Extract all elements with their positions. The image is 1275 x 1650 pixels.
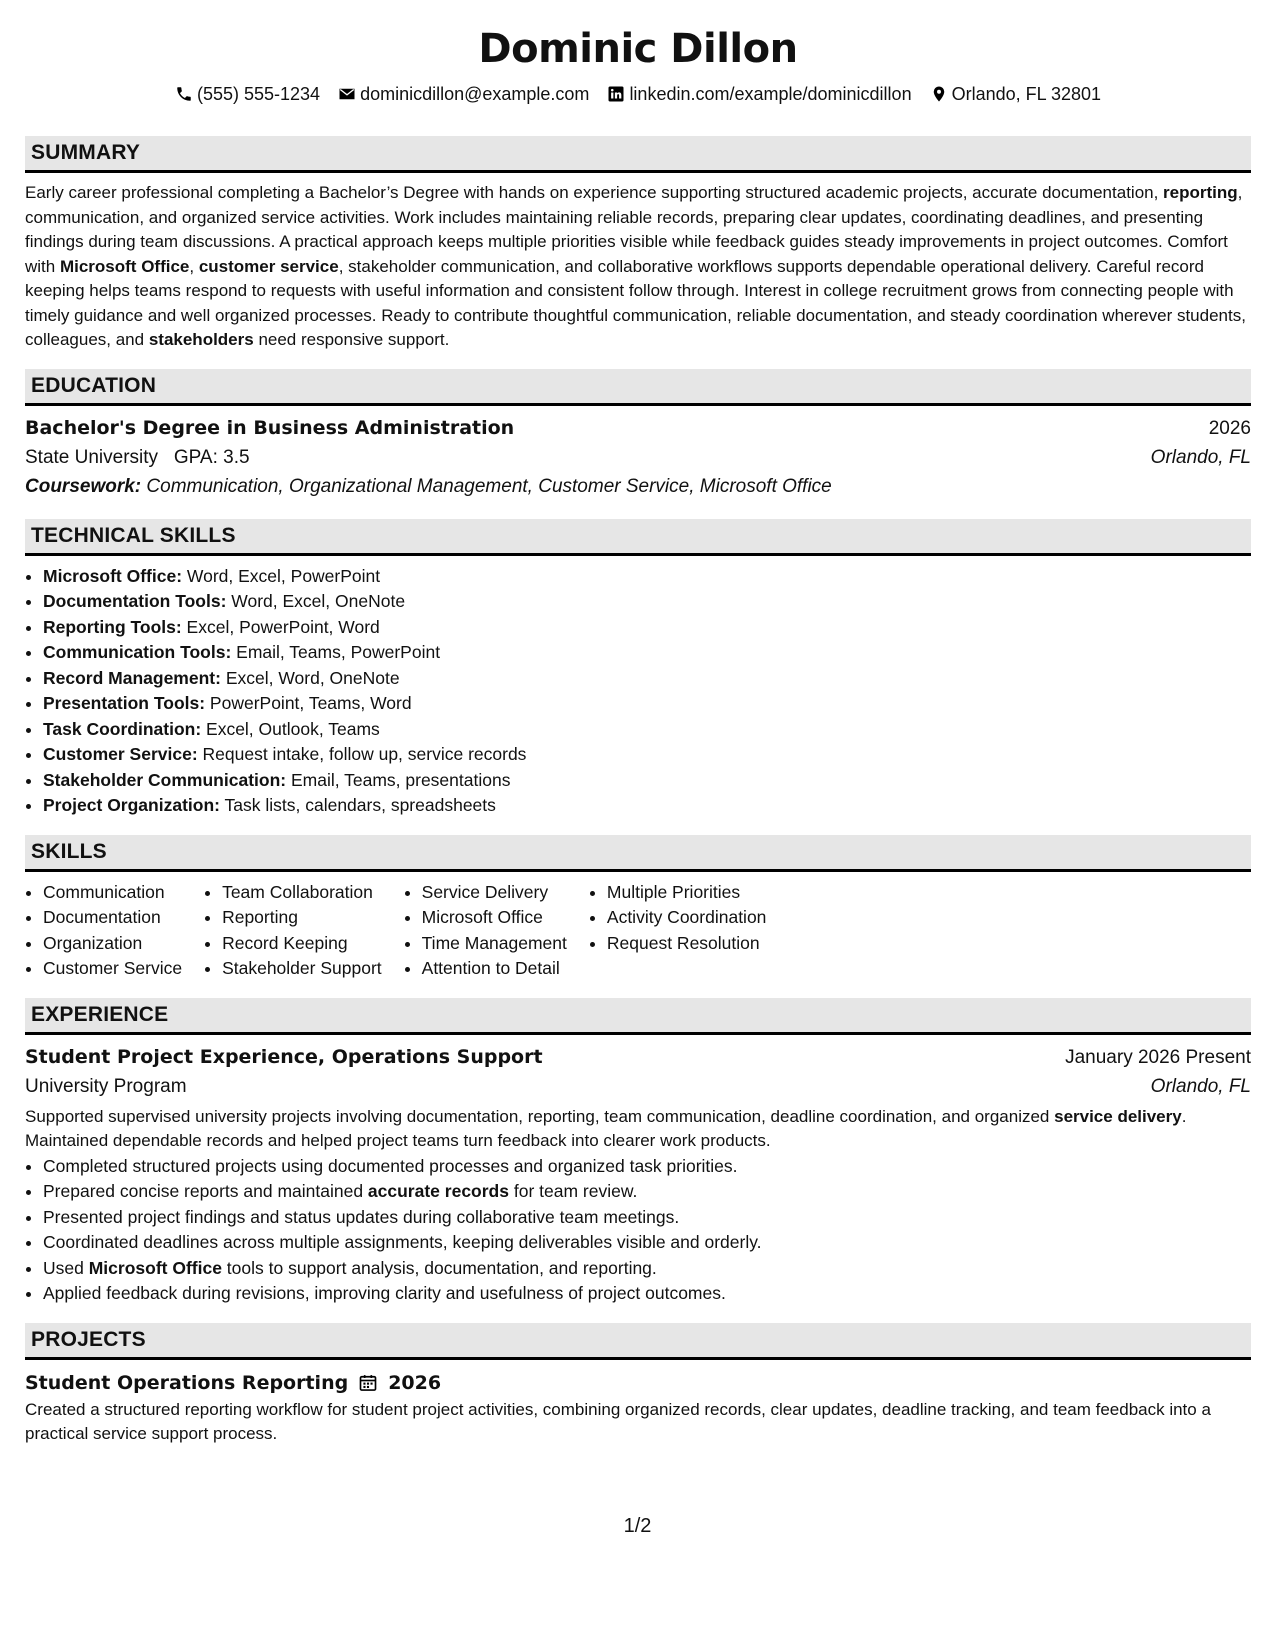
technical-skill-value: Email, Teams, PowerPoint — [231, 642, 441, 662]
technical-skill-value: Email, Teams, presentations — [286, 769, 511, 790]
location-text: Orlando, FL 32801 — [951, 84, 1102, 104]
map-pin-icon — [930, 85, 948, 103]
email-text: dominicdillon@example.com — [360, 84, 590, 104]
technical-skills-header: TECHNICAL SKILLS — [25, 519, 1251, 556]
school-name: State University — [25, 446, 159, 468]
technical-skill-item — [43, 717, 1251, 743]
education-row-degree — [25, 414, 1251, 443]
technical-skills-list — [25, 564, 1251, 819]
linkedin-icon — [607, 85, 625, 103]
degree-date: 2026 — [1208, 417, 1251, 439]
text-segment: , stakeholder communication, and collaborative workflows supports dependable operational delivery. Careful record keeping helps teams respond to requests with useful information and consistent follow through. Interest in college recruitment grows from connecting people with timely guidance and well organized processes. Ready to contribute thoughtful communication, reliable documentation, and steady coordination wherever students, colleagues, and — [25, 256, 1246, 349]
text-segment: tools to support analysis, documentation, and reporting. — [221, 1257, 657, 1278]
summary-text — [25, 181, 1251, 353]
education-row-school — [25, 443, 1251, 472]
technical-skill-label: Communication Tools: — [43, 642, 232, 662]
role-date: January 2026 Present — [1065, 1046, 1251, 1068]
candidate-name: Dominic Dillon — [478, 26, 798, 72]
education-header: EDUCATION — [25, 369, 1251, 406]
phone-icon — [175, 85, 193, 103]
text-segment: for team review. — [508, 1181, 638, 1201]
technical-skill-value: Word, Excel, OneNote — [226, 591, 406, 611]
technical-skill-item — [43, 564, 1251, 590]
text-segment: Completed structured projects using documented processes and organized task priorities. — [43, 1155, 738, 1176]
contact-phone — [175, 82, 320, 106]
contact-location — [930, 82, 1101, 106]
technical-skill-label: Presentation Tools: — [43, 693, 206, 713]
skill-item: • Record Keeping — [222, 931, 382, 957]
skill-item: • Attention to Detail — [422, 956, 567, 982]
experience-bullet — [43, 1179, 1251, 1205]
technical-skill-item — [43, 742, 1251, 768]
technical-skill-item — [43, 589, 1251, 615]
text-segment: Applied feedback during revisions, improving clarity and usefulness of project outcomes. — [43, 1283, 726, 1303]
contact-linkedin[interactable] — [607, 82, 911, 106]
technical-skill-label: Stakeholder Communication: — [43, 769, 287, 790]
technical-skill-label: Microsoft Office: — [43, 565, 183, 586]
technical-skill-value: Task lists, calendars, spreadsheets — [219, 795, 496, 815]
envelope-icon — [338, 85, 356, 103]
org-name: University Program — [25, 1075, 187, 1097]
skills-columns — [25, 880, 1251, 982]
text-segment: Early career professional completing a Bachelor’s Degree with hands on experience supporting structured academic projects, accurate documentation, — [25, 183, 1164, 202]
page-number: 1/2 — [623, 1515, 652, 1537]
text-segment: Prepared concise reports and maintained — [43, 1181, 368, 1201]
skills-column — [25, 880, 182, 982]
skill-item: • Time Management — [422, 931, 567, 957]
technical-skill-value: Excel, PowerPoint, Word — [181, 616, 380, 637]
projects-header: PROJECTS — [25, 1323, 1251, 1360]
skill-item: • Communication — [43, 880, 182, 906]
degree-title: Bachelor's Degree in Business Administration — [25, 416, 515, 439]
phone-text: (555) 555-1234 — [196, 84, 321, 104]
technical-skill-item — [43, 768, 1251, 794]
text-segment: Coordinated deadlines across multiple assignments, keeping deliverables visible and orderly. — [43, 1232, 762, 1252]
project-year: 2026 — [388, 1371, 442, 1394]
bold-text: accurate records — [367, 1181, 509, 1201]
skills-column — [404, 880, 567, 982]
bold-text: reporting — [1163, 183, 1238, 202]
technical-skill-item — [43, 615, 1251, 641]
skill-item: • Team Collaboration — [222, 880, 382, 906]
skills-column — [589, 880, 767, 982]
bold-text: Microsoft Office — [88, 1257, 222, 1278]
text-segment: . Maintained dependable records and helped project teams turn feedback into clearer work products. — [25, 1106, 1187, 1150]
bold-text: stakeholders — [148, 330, 254, 349]
technical-skill-value: Word, Excel, PowerPoint — [182, 565, 381, 586]
technical-skill-item — [43, 793, 1251, 819]
skills-column — [204, 880, 382, 982]
role-title: Student Project Experience, Operations Support — [25, 1045, 543, 1068]
technical-skill-label: Documentation Tools: — [43, 591, 227, 611]
experience-bullet — [43, 1205, 1251, 1231]
technical-skill-value: PowerPoint, Teams, Word — [205, 693, 412, 713]
technical-skill-item — [43, 691, 1251, 717]
coursework-line — [25, 472, 1251, 501]
skill-item: • Reporting — [222, 905, 382, 931]
gpa: GPA: 3.5 — [173, 446, 250, 468]
technical-skills-section — [25, 564, 1251, 819]
skill-item: • Microsoft Office — [422, 905, 567, 931]
technical-skill-label: Task Coordination: — [43, 718, 202, 739]
summary-header: SUMMARY — [25, 136, 1251, 173]
text-segment: , communication, and organized service activities. Work includes maintaining reliable records, preparing clear updates, coordinating deadlines, and presenting findings during team discussions. A practical approach keeps multiple priorities visible while feedback guides steady improvements in project outcomes. Comfort with — [25, 183, 1243, 276]
experience-section — [25, 1043, 1251, 1307]
technical-skill-label: Project Organization: — [43, 795, 220, 815]
skill-item: • Service Delivery — [422, 880, 567, 906]
text-segment: Used — [43, 1257, 89, 1278]
school-info — [25, 443, 250, 472]
projects-section — [25, 1368, 1251, 1447]
experience-bullet — [43, 1281, 1251, 1307]
text-segment: , — [189, 256, 199, 276]
coursework-label: Coursework: — [25, 475, 142, 497]
skill-item: • Request Resolution — [607, 931, 767, 957]
bold-text: service delivery — [1054, 1106, 1182, 1126]
technical-skill-label: Record Management: — [43, 667, 221, 688]
text-segment: need responsive support. — [253, 330, 450, 349]
skill-item: • Activity Coordination — [607, 905, 767, 931]
org-location: Orlando, FL — [1150, 1075, 1251, 1097]
skill-item: • Organization — [43, 931, 182, 957]
skill-item: • Documentation — [43, 905, 182, 931]
experience-row-role — [25, 1043, 1251, 1072]
bold-text: Microsoft Office — [59, 256, 190, 276]
contact-email[interactable] — [338, 82, 589, 106]
skills-header: SKILLS — [25, 835, 1251, 872]
summary-section — [25, 181, 1251, 353]
resume-page — [25, 18, 1251, 1447]
project-title-row — [25, 1368, 1251, 1398]
experience-bullets — [25, 1154, 1251, 1307]
text-segment: Supported supervised university projects involving documentation, reporting, team communication, deadline coordination, and organized — [25, 1106, 1055, 1126]
project-name: Student Operations Reporting — [25, 1371, 349, 1394]
experience-intro — [25, 1105, 1251, 1154]
project-description: Created a structured reporting workflow for student project activities, combining organized records, clear updates, deadline tracking, and team feedback into a practical service support process. — [25, 1399, 1211, 1443]
technical-skill-value: Excel, Outlook, Teams — [201, 718, 380, 739]
coursework-list: Communication, Organizational Management, Customer Service, Microsoft Office — [146, 475, 832, 497]
technical-skill-item — [43, 666, 1251, 692]
technical-skill-label: Customer Service: — [43, 744, 198, 764]
contact-bar — [25, 82, 1251, 106]
technical-skill-value: Request intake, follow up, service records — [197, 744, 527, 764]
bold-text: customer service — [198, 256, 339, 276]
linkedin-text: linkedin.com/example/dominicdillon — [629, 84, 912, 104]
technical-skill-label: Reporting Tools: — [43, 616, 182, 637]
skill-item: • Multiple Priorities — [607, 880, 767, 906]
education-section — [25, 414, 1251, 501]
technical-skill-value: Excel, Word, OneNote — [220, 667, 400, 688]
skill-item: • Stakeholder Support — [222, 956, 382, 982]
experience-bullet — [43, 1256, 1251, 1282]
technical-skill-item — [43, 640, 1251, 666]
school-location: Orlando, FL — [1150, 446, 1251, 468]
text-segment: Presented project findings and status updates during collaborative team meetings. — [43, 1206, 680, 1227]
calendar-icon — [358, 1373, 378, 1393]
experience-bullet — [43, 1154, 1251, 1180]
experience-bullet — [43, 1230, 1251, 1256]
experience-header: EXPERIENCE — [25, 998, 1251, 1035]
skill-item: • Customer Service — [43, 956, 182, 982]
experience-row-org — [25, 1072, 1251, 1101]
